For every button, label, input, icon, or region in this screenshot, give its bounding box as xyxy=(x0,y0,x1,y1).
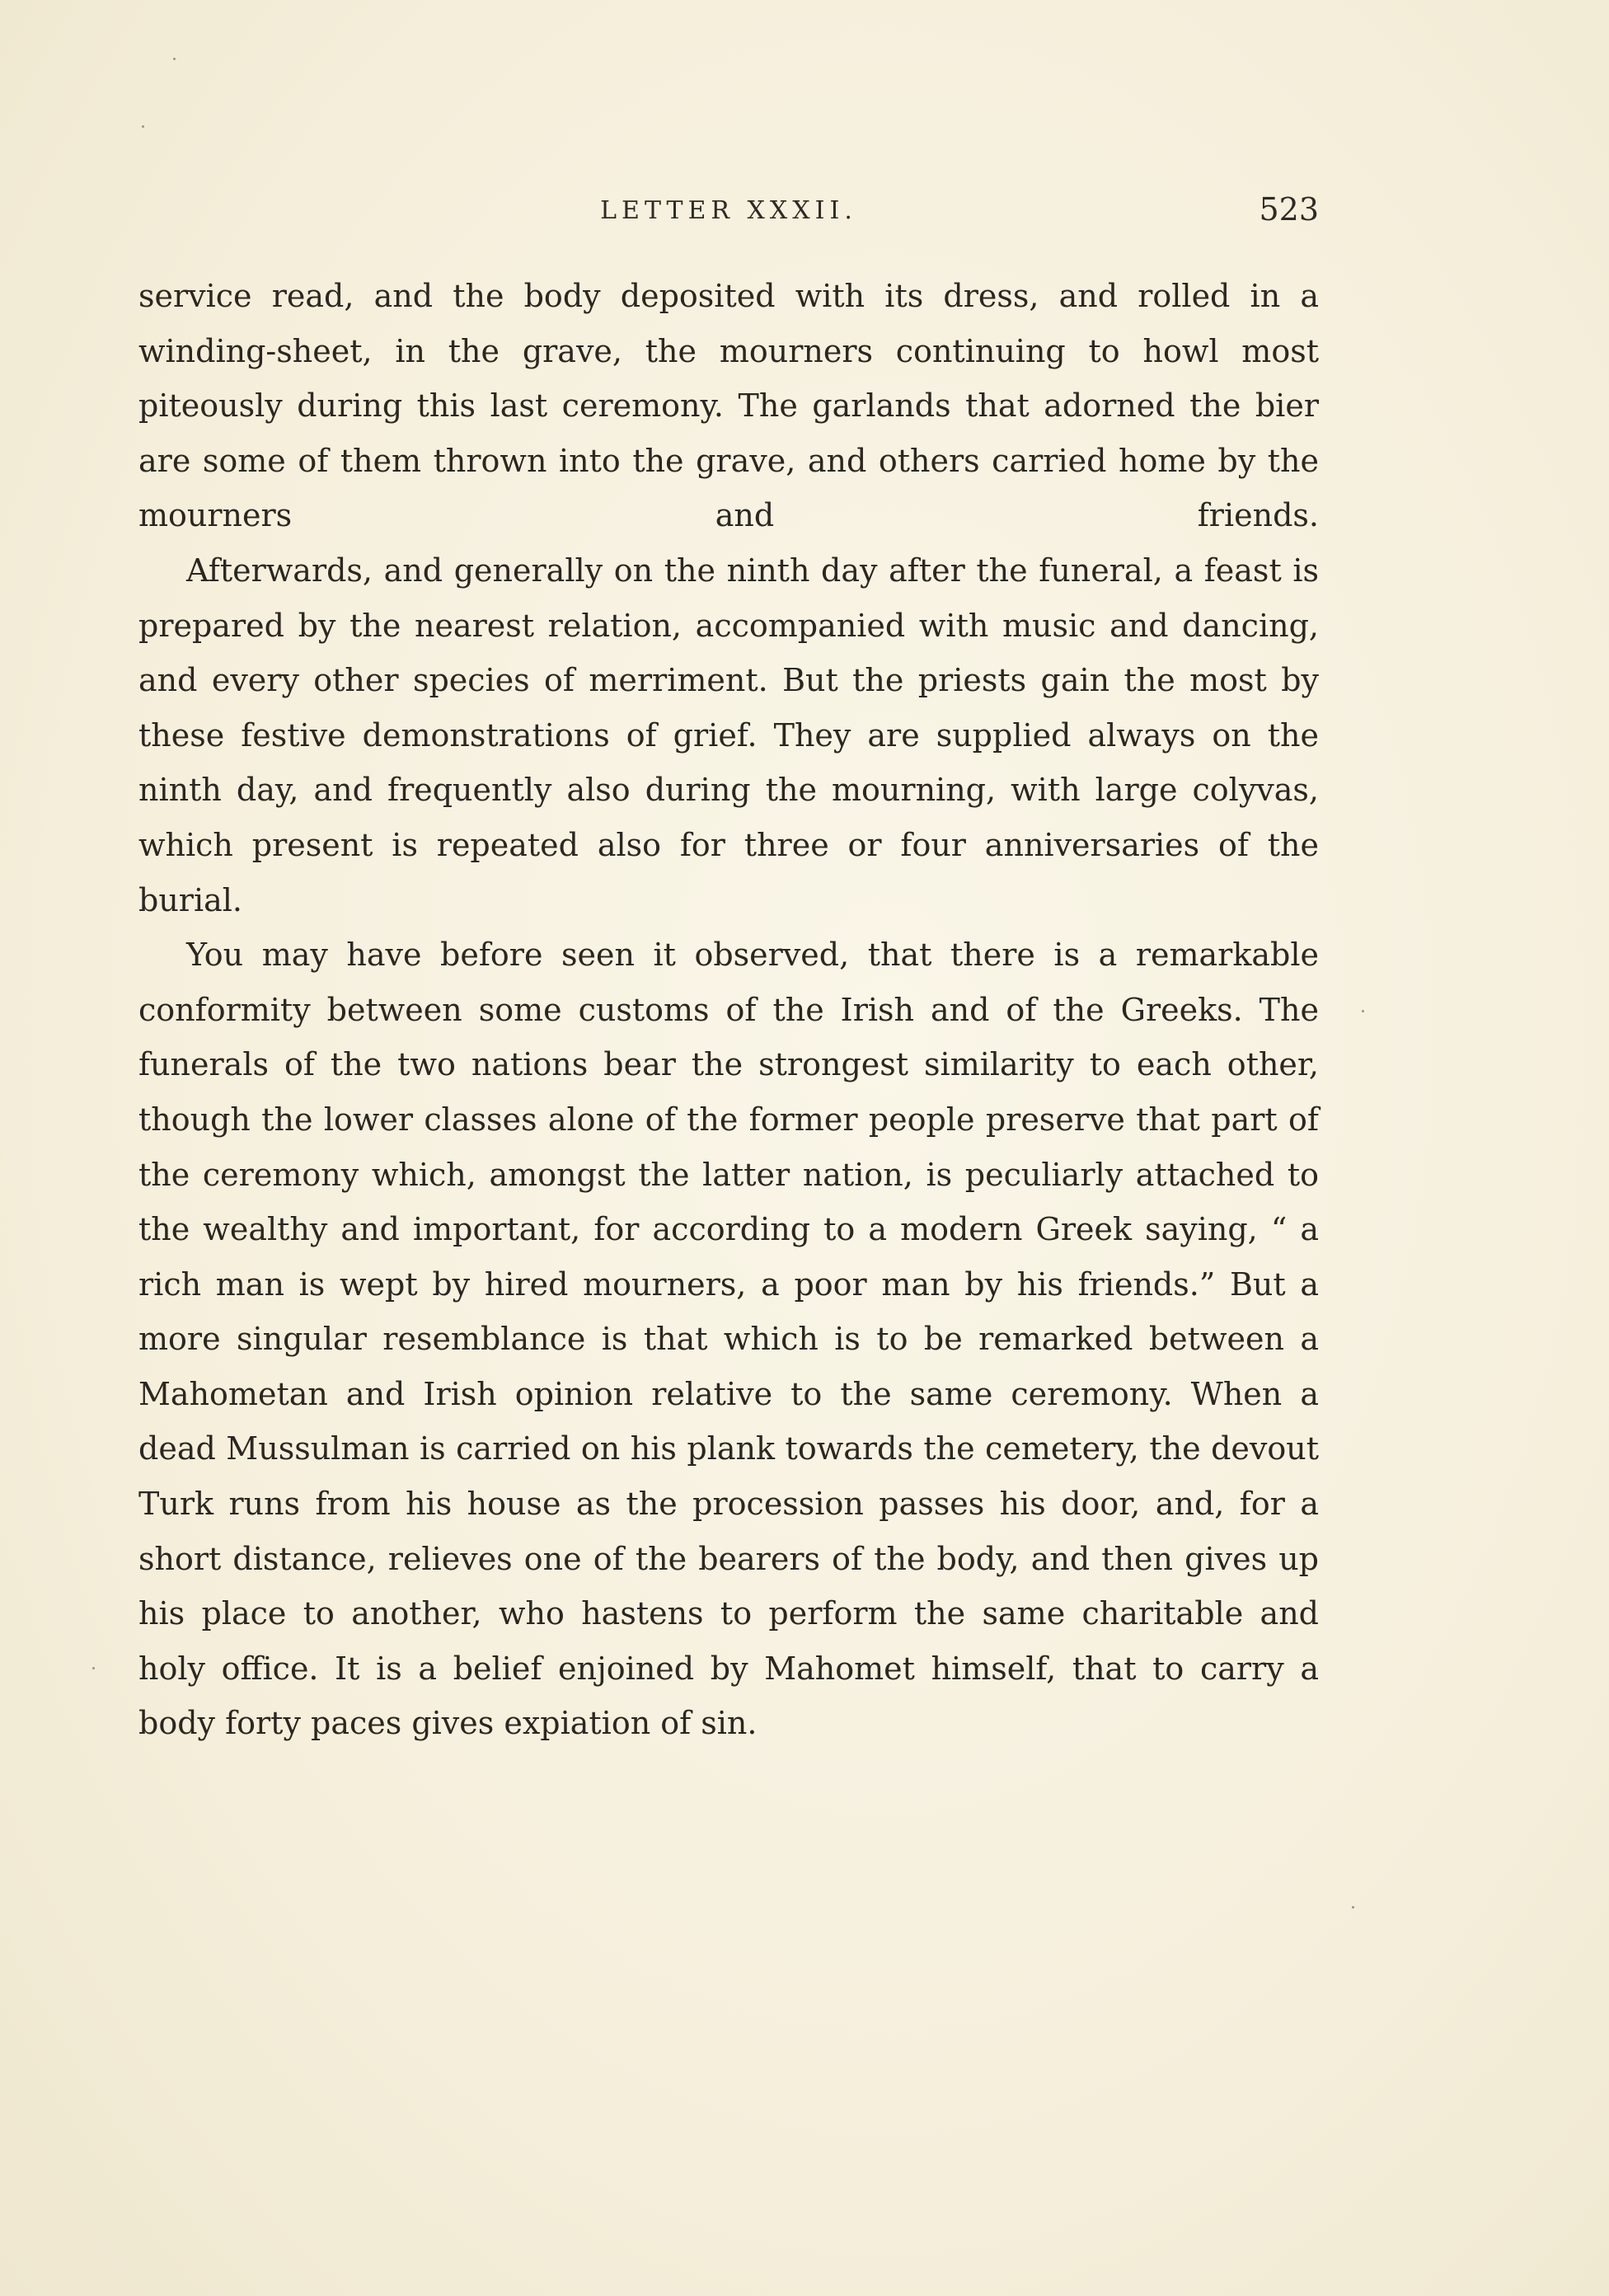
page-speck xyxy=(92,1667,95,1669)
running-title: LETTER XXXII. xyxy=(600,196,857,225)
paragraph-1: service read, and the body deposited with its dress, and rolled in a winding-sheet, in the grave, the mourners continuing to howl most piteously during this last ceremony. The garlands that adorned the bier are some of them thrown into the grave, and others carried home by the mourners and friends. xyxy=(138,278,1319,534)
page-speck xyxy=(142,125,144,128)
page-number: 523 xyxy=(1259,191,1319,228)
page-speck xyxy=(1362,1010,1364,1012)
page-header xyxy=(138,191,1319,232)
paragraph-2: Afterwards, and generally on the ninth day after the funeral, a feast is prepared by the nearest relation, accompanied with music and dancing, and every other species of merriment. But the priests gain the most by these festive demonstrations of grief. They are supplied always on the ninth day, and frequently also during the mourning, with large colyvas, which present is repeated also for three or four anniversaries of the burial. xyxy=(138,552,1319,918)
page-speck xyxy=(1352,1906,1354,1909)
body-text xyxy=(138,269,1319,1751)
page-speck xyxy=(173,58,176,60)
paragraph-3: You may have before seen it observed, that there is a remarkable conformity between some customs of the Irish and of the Greeks. The funerals of the two nations bear the strongest similarity to each other, though the lower classes alone of the former people preserve that part of the ceremony which, amongst the latter nation, is peculiarly attached to the wealthy and important, for according to a modern Greek saying, “ a rich man is wept by hired mourners, a poor man by his friends.” But a more singular resemblance is that which is to be remarked between a Mahometan and Irish opinion relative to the same ceremony. When a dead Mussulman is carried on his plank towards the cemetery, the devout Turk runs from his house as the procession passes his door, and, for a short distance, relieves one of the bearers of the body, and then gives up his place to another, who hastens to perform the same charitable and holy office. It is a belief enjoined by Mahomet himself, that to carry a body forty paces gives expiation of sin. xyxy=(138,937,1319,1742)
